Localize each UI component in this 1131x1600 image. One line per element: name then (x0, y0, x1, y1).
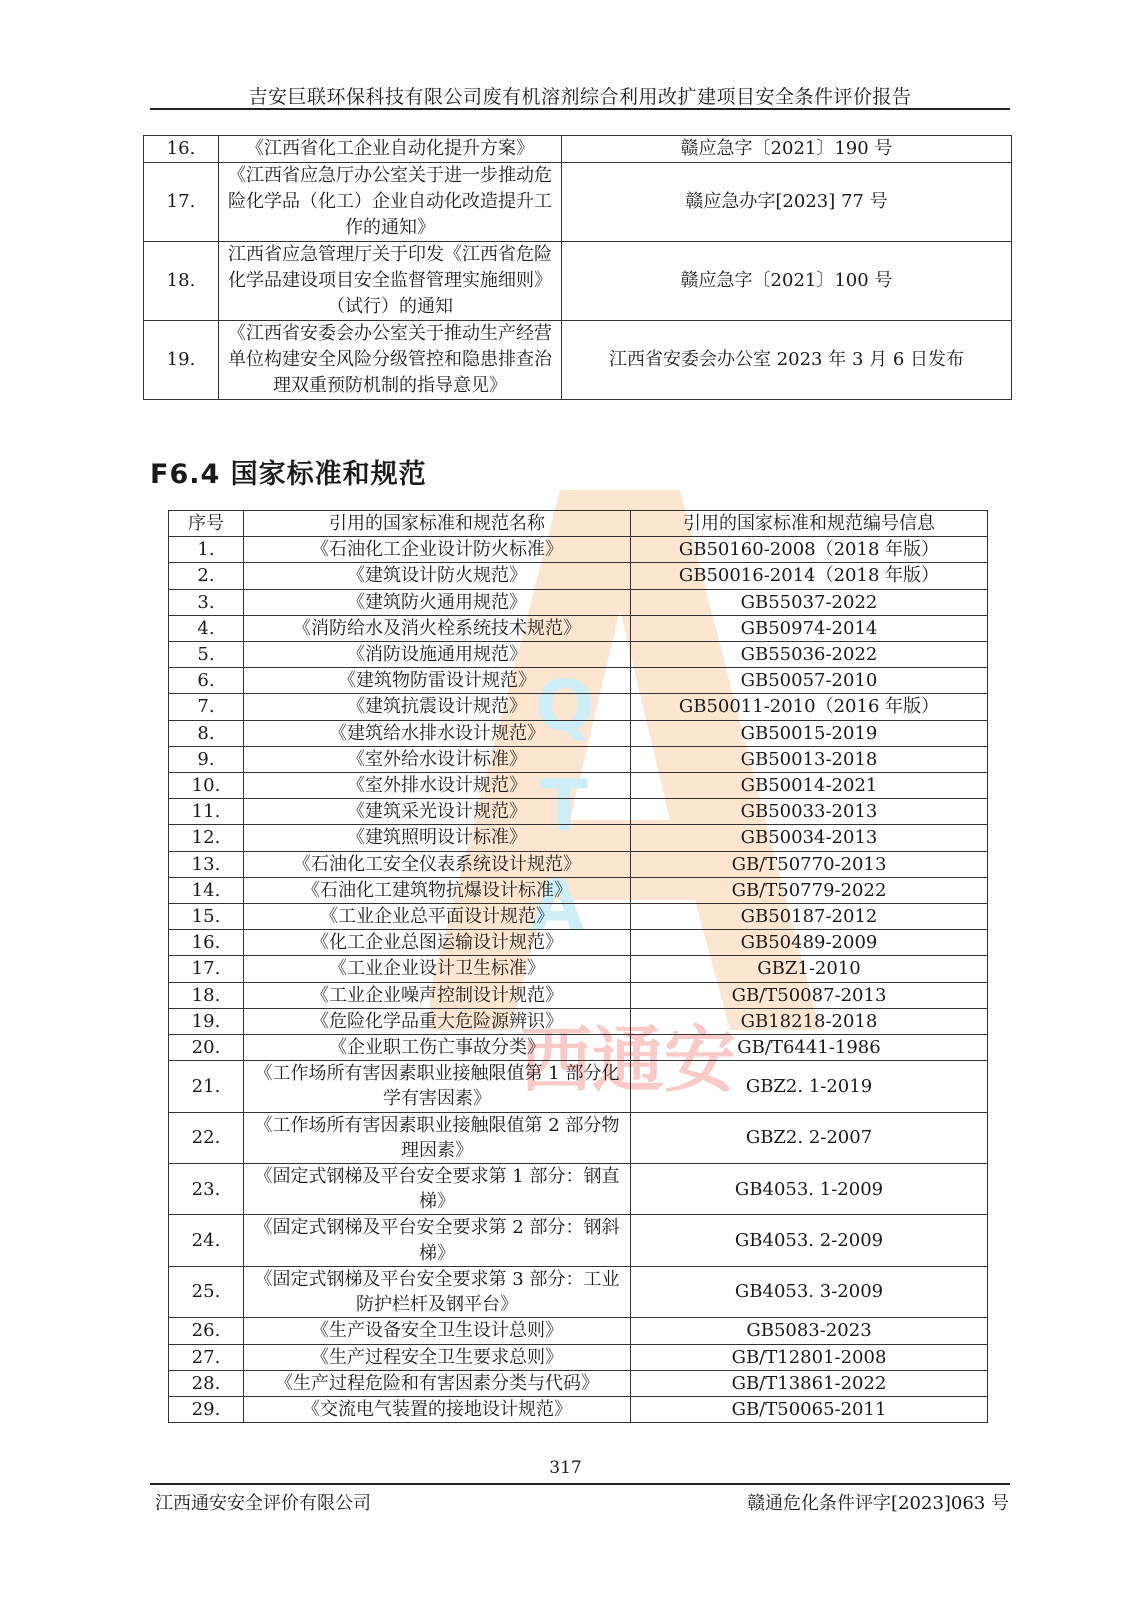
table-row (169, 877, 988, 903)
cell-name: 《危险化学品重大危险源辨识》 (244, 1008, 631, 1034)
table-row (144, 136, 1012, 163)
table-row (144, 242, 1012, 321)
cell-name: 《固定式钢梯及平台安全要求第 2 部分：钢斜梯》 (244, 1215, 631, 1266)
cell-code: GB/T50779-2022 (631, 877, 988, 903)
cell-no: 15. (169, 904, 244, 930)
cell-name: 《建筑照明设计标准》 (244, 825, 631, 851)
table-row (169, 668, 988, 694)
table-row (169, 825, 988, 851)
cell-code: GB50160-2008（2018 年版） (631, 537, 988, 563)
cell-name: 《消防设施通用规范》 (244, 642, 631, 668)
cell-code: GB55036-2022 (631, 642, 988, 668)
cell-name: 《固定式钢梯及平台安全要求第 1 部分：钢直梯》 (244, 1164, 631, 1215)
cell-code: GB/T6441-1986 (631, 1035, 988, 1061)
cell-no: 29. (169, 1396, 244, 1422)
section-title: F6.4 国家标准和规范 (150, 459, 427, 490)
cell-no: 10. (169, 773, 244, 799)
cell-code: GB4053. 2-2009 (631, 1215, 988, 1266)
cell-name: 《工作场所有害因素职业接触限值第 2 部分物理因素》 (244, 1112, 631, 1163)
table-row (144, 163, 1012, 242)
cell-no: 19. (169, 1008, 244, 1034)
cell-name: 《生产过程安全卫生要求总则》 (244, 1344, 631, 1370)
cell-code: GB50187-2012 (631, 904, 988, 930)
cell-no: 28. (169, 1370, 244, 1396)
standards-table (168, 510, 988, 1423)
cell-code: GB50014-2021 (631, 773, 988, 799)
table-row (169, 694, 988, 720)
cell-no: 2. (169, 563, 244, 589)
cell-code: GB50034-2013 (631, 825, 988, 851)
header-divider (150, 108, 1010, 110)
cell-no: 9. (169, 746, 244, 772)
cell-name: 《生产过程危险和有害因素分类与代码》 (244, 1370, 631, 1396)
cell-no: 20. (169, 1035, 244, 1061)
cell-name: 《江西省化工企业自动化提升方案》 (219, 136, 562, 163)
header-no: 序号 (169, 511, 244, 537)
cell-no: 14. (169, 877, 244, 903)
table-row (169, 851, 988, 877)
table-row (169, 1318, 988, 1344)
cell-no: 21. (169, 1061, 244, 1112)
cell-name: 《工业企业总平面设计规范》 (244, 904, 631, 930)
cell-doc: 江西省安委会办公室 2023 年 3 月 6 日发布 (562, 321, 1012, 400)
cell-name: 《工作场所有害因素职业接触限值第 1 部分化学有害因素》 (244, 1061, 631, 1112)
cell-code: GB5083-2023 (631, 1318, 988, 1344)
cell-no: 24. (169, 1215, 244, 1266)
table-row (169, 1344, 988, 1370)
cell-doc: 赣应急字〔2021〕100 号 (562, 242, 1012, 321)
table-row (169, 1061, 988, 1112)
cell-no: 5. (169, 642, 244, 668)
cell-no: 7. (169, 694, 244, 720)
table-row (169, 589, 988, 615)
cell-code: GB18218-2018 (631, 1008, 988, 1034)
table-row (169, 904, 988, 930)
table-row (169, 1035, 988, 1061)
cell-code: GB50015-2019 (631, 720, 988, 746)
cell-code: GB4053. 3-2009 (631, 1266, 988, 1317)
table-row (169, 1008, 988, 1034)
table-row (169, 537, 988, 563)
cell-name: 《工业企业噪声控制设计规范》 (244, 982, 631, 1008)
cell-no: 18. (169, 982, 244, 1008)
cell-no: 22. (169, 1112, 244, 1163)
watermark-letter-a: A (530, 865, 585, 947)
watermark-letter-q: Q (535, 665, 595, 747)
cell-no: 18. (144, 242, 219, 321)
footer-divider (150, 1483, 1010, 1485)
table-row (169, 642, 988, 668)
table-row (169, 563, 988, 589)
cell-name: 《建筑物防雷设计规范》 (244, 668, 631, 694)
standards-table-header-row (169, 511, 988, 537)
cell-code: GBZ2. 2-2007 (631, 1112, 988, 1163)
page-header-title: 吉安巨联环保科技有限公司废有机溶剂综合利用改扩建项目安全条件评价报告 (248, 86, 912, 108)
cell-no: 25. (169, 1266, 244, 1317)
table-row (169, 1112, 988, 1163)
cell-name: 《室外排水设计规范》 (244, 773, 631, 799)
cell-name: 《化工企业总图运输设计规范》 (244, 930, 631, 956)
table-row (169, 1164, 988, 1215)
cell-code: GB/T50065-2011 (631, 1396, 988, 1422)
cell-code: GBZ1-2010 (631, 956, 988, 982)
cell-no: 4. (169, 615, 244, 641)
table-row (169, 1396, 988, 1422)
regulations-table (143, 135, 1012, 400)
cell-no: 27. (169, 1344, 244, 1370)
cell-name: 江西省应急管理厅关于印发《江西省危险化学品建设项目安全监督管理实施细则》（试行）的通知 (219, 242, 562, 321)
cell-code: GB50016-2014（2018 年版） (631, 563, 988, 589)
table-row (169, 956, 988, 982)
footer-doc-number: 赣通危化条件评字[2023]063 号 (747, 1493, 1009, 1514)
cell-no: 6. (169, 668, 244, 694)
table-row (169, 1370, 988, 1396)
header-name: 引用的国家标准和规范名称 (244, 511, 631, 537)
table-row (169, 930, 988, 956)
cell-name: 《建筑设计防火规范》 (244, 563, 631, 589)
cell-name: 《工业企业设计卫生标准》 (244, 956, 631, 982)
cell-code: GB/T12801-2008 (631, 1344, 988, 1370)
table-row (169, 720, 988, 746)
cell-no: 13. (169, 851, 244, 877)
cell-code: GB/T50770-2013 (631, 851, 988, 877)
cell-code: GB50974-2014 (631, 615, 988, 641)
cell-no: 16. (144, 136, 219, 163)
cell-code: GB50033-2013 (631, 799, 988, 825)
cell-no: 11. (169, 799, 244, 825)
regulations-table-body (144, 136, 1012, 400)
cell-no: 17. (144, 163, 219, 242)
cell-name: 《室外给水设计标准》 (244, 746, 631, 772)
cell-no: 19. (144, 321, 219, 400)
cell-name: 《江西省安委会办公室关于推动生产经营单位构建安全风险分级管控和隐患排查治理双重预防机制的指导意见》 (219, 321, 562, 400)
cell-name: 《建筑采光设计规范》 (244, 799, 631, 825)
cell-no: 3. (169, 589, 244, 615)
cell-name: 《固定式钢梯及平台安全要求第 3 部分：工业防护栏杆及钢平台》 (244, 1266, 631, 1317)
cell-name: 《石油化工建筑物抗爆设计标准》 (244, 877, 631, 903)
cell-code: GB50011-2010（2016 年版） (631, 694, 988, 720)
cell-code: GB/T50087-2013 (631, 982, 988, 1008)
cell-doc: 赣应急办字[2023] 77 号 (562, 163, 1012, 242)
table-row (169, 746, 988, 772)
cell-code: GB4053. 1-2009 (631, 1164, 988, 1215)
footer-company: 江西通安安全评价有限公司 (155, 1493, 371, 1514)
cell-code: GB55037-2022 (631, 589, 988, 615)
table-row (169, 1215, 988, 1266)
cell-no: 26. (169, 1318, 244, 1344)
cell-name: 《消防给水及消火栓系统技术规范》 (244, 615, 631, 641)
cell-doc: 赣应急字〔2021〕190 号 (562, 136, 1012, 163)
cell-name: 《生产设备安全卫生设计总则》 (244, 1318, 631, 1344)
cell-name: 《建筑防火通用规范》 (244, 589, 631, 615)
cell-code: GB/T13861-2022 (631, 1370, 988, 1396)
table-row (169, 982, 988, 1008)
cell-name: 《石油化工企业设计防火标准》 (244, 537, 631, 563)
cell-code: GB50489-2009 (631, 930, 988, 956)
cell-name: 《企业职工伤亡事故分类》 (244, 1035, 631, 1061)
cell-no: 23. (169, 1164, 244, 1215)
table-row (169, 799, 988, 825)
page-number: 317 (549, 1458, 582, 1478)
watermark-text: 西通安 (520, 1018, 737, 1102)
cell-name: 《江西省应急厅办公室关于进一步推动危险化学品（化工）企业自动化改造提升工作的通知》 (219, 163, 562, 242)
cell-name: 《建筑给水排水设计规范》 (244, 720, 631, 746)
cell-no: 16. (169, 930, 244, 956)
header-code: 引用的国家标准和规范编号信息 (631, 511, 988, 537)
cell-no: 8. (169, 720, 244, 746)
cell-code: GBZ2. 1-2019 (631, 1061, 988, 1112)
table-row (169, 1266, 988, 1317)
cell-name: 《建筑抗震设计规范》 (244, 694, 631, 720)
cell-no: 1. (169, 537, 244, 563)
cell-code: GB50057-2010 (631, 668, 988, 694)
table-row (169, 773, 988, 799)
cell-name: 《交流电气装置的接地设计规范》 (244, 1396, 631, 1422)
standards-table-body (169, 537, 988, 1423)
table-row (144, 321, 1012, 400)
watermark-letter-t: T (540, 765, 588, 847)
cell-no: 17. (169, 956, 244, 982)
table-row (169, 615, 988, 641)
cell-code: GB50013-2018 (631, 746, 988, 772)
cell-name: 《石油化工安全仪表系统设计规范》 (244, 851, 631, 877)
cell-no: 12. (169, 825, 244, 851)
